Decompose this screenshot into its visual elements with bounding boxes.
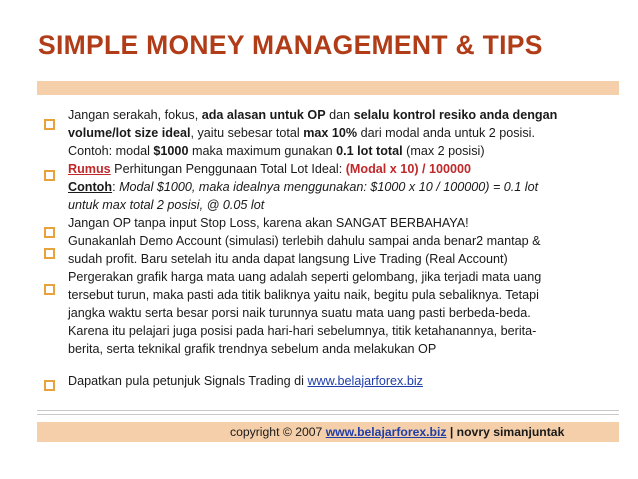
- bullet-marker-icon: [44, 227, 55, 238]
- text-line: sudah profit. Baru setelah itu anda dapat langsung Live Trading (Real Account): [68, 252, 508, 266]
- text-line: Dapatkan pula petunjuk Signals Trading di www.belajarforex.biz: [68, 374, 423, 388]
- text-line: Gunakanlah Demo Account (simulasi) terlebih dahulu sampai anda benar2 mantap &: [68, 234, 541, 248]
- footer-divider: [37, 410, 619, 411]
- bullet-marker-icon: [44, 119, 55, 130]
- text-line: Rumus Perhitungan Penggunaan Total Lot Ideal: (Modal x 10) / 100000: [68, 162, 472, 176]
- bullet-marker-icon: [44, 170, 55, 181]
- page-title: SIMPLE MONEY MANAGEMENT & TIPS: [38, 30, 543, 60]
- text-line: Jangan serakah, fokus, ada alasan untuk OP dan selalu kontrol resiko anda dengan: [68, 108, 558, 122]
- text-line: volume/lot size ideal, yaitu sebesar total max 10% dari modal anda untuk 2 posisi.: [68, 126, 535, 140]
- text-line: berita, serta teknikal grafik trendnya sebelum anda melakukan OP: [68, 342, 437, 356]
- text-line: Karena itu pelajari juga posisi pada hari-hari sebelumnya, titik ketahanannya, berita-: [68, 324, 537, 338]
- text-line: untuk max total 2 posisi, @ 0.05 lot: [68, 198, 265, 212]
- header-divider-band: [37, 81, 619, 95]
- text-line: tersebut turun, maka pasti ada titik baliknya yaitu naik, begitu pula sebaliknya. Tetapi: [68, 288, 539, 302]
- bullet-marker-icon: [44, 284, 55, 295]
- footer-copyright: copyright © 2007 www.belajarforex.biz | novry simanjuntak: [230, 425, 565, 439]
- footer-divider: [37, 414, 619, 415]
- bullet-marker-icon: [44, 248, 55, 259]
- text-line: Contoh: modal $1000 maka maximum gunakan 0.1 lot total (max 2 posisi): [68, 144, 485, 158]
- rumus-label: Rumus: [68, 162, 111, 176]
- rumus-formula: (Modal x 10) / 100000: [345, 162, 472, 176]
- text-line: jangka waktu serta besar porsi naik turunnya suatu mata uang pasti berbeda-beda.: [68, 306, 531, 320]
- text-line: Jangan OP tanpa input Stop Loss, karena akan SANGAT BERBAHAYA!: [68, 216, 469, 230]
- signals-link[interactable]: www.belajarforex.biz: [307, 374, 423, 388]
- text-line: Pergerakan grafik harga mata uang adalah seperti gelombang, jika terjadi mata uang: [68, 270, 542, 284]
- text-line: Contoh: Modal $1000, maka idealnya menggunakan: $1000 x 10 / 100000) = 0.1 lot: [68, 180, 539, 194]
- bullet-marker-icon: [44, 380, 55, 391]
- footer-link[interactable]: www.belajarforex.biz: [325, 425, 447, 439]
